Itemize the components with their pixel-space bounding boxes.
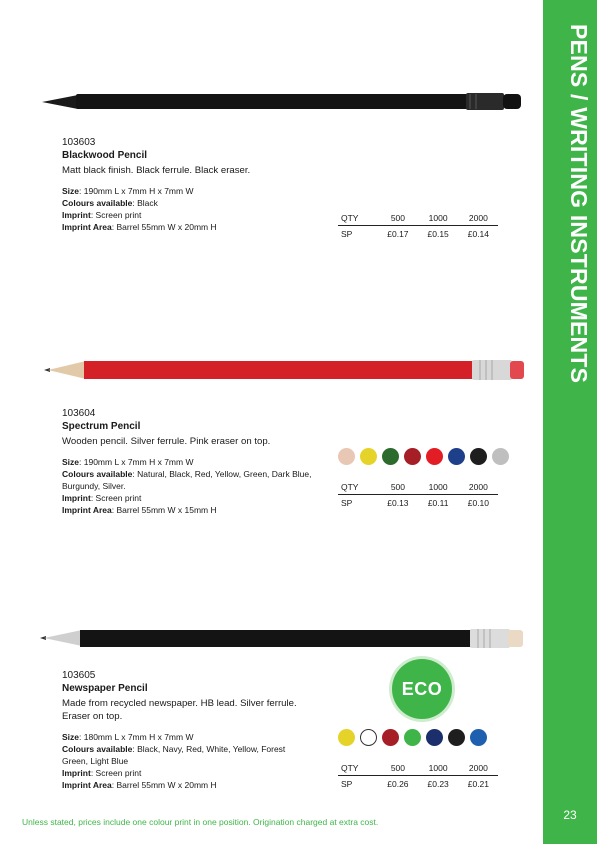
spec-imprint: Imprint: Screen print	[62, 768, 142, 778]
product-103603	[62, 137, 342, 233]
price-table-103603	[338, 210, 498, 241]
product-name: Newspaper Pencil	[62, 683, 148, 694]
price-row: SP £0.26 £0.23 £0.21	[341, 778, 490, 789]
spec-imprint-area: Imprint Area: Barrel 55mm W x 20mm H	[62, 780, 217, 790]
colour-swatch	[426, 729, 443, 746]
price-row: SP £0.13 £0.11 £0.10	[341, 497, 490, 508]
blackwood-pencil-image	[0, 80, 543, 120]
price-table-103605	[338, 760, 498, 791]
colour-swatches-103604	[338, 448, 509, 465]
spec-size: Size: 190mm L x 7mm H x 7mm W	[62, 186, 194, 196]
product-name: Spectrum Pencil	[62, 421, 141, 432]
colour-swatch	[470, 448, 487, 465]
price-table-103604	[338, 479, 498, 510]
product-specs	[62, 731, 342, 791]
colour-swatch	[360, 448, 377, 465]
footer-note: Unless stated, prices include one colour print in one position. Origination charged at extra cost.	[22, 817, 379, 827]
product-description: Wooden pencil. Silver ferrule. Pink eraser on top.	[62, 436, 271, 447]
colour-swatch	[360, 729, 377, 746]
spec-imprint-area: Imprint Area: Barrel 55mm W x 20mm H	[62, 222, 217, 232]
colour-swatch	[426, 448, 443, 465]
product-code: 103604	[62, 408, 96, 419]
product-103605	[62, 670, 342, 791]
newspaper-pencil-image	[0, 624, 543, 654]
product-specs	[62, 185, 342, 233]
colour-swatch	[448, 448, 465, 465]
spec-imprint: Imprint: Screen print	[62, 210, 142, 220]
colour-swatch	[470, 729, 487, 746]
page-number: 23	[563, 808, 577, 822]
price-row: SP £0.17 £0.15 £0.14	[341, 228, 490, 239]
colour-swatches-103605	[338, 729, 487, 746]
colour-swatch	[404, 448, 421, 465]
colour-swatch	[448, 729, 465, 746]
colour-swatch	[382, 729, 399, 746]
price-header-row: QTY 500 1000 2000	[338, 760, 498, 776]
colour-swatch	[382, 448, 399, 465]
spec-size: Size: 180mm L x 7mm H x 7mm W	[62, 732, 194, 742]
spec-size: Size: 190mm L x 7mm H x 7mm W	[62, 457, 194, 467]
price-header-row: QTY 500 1000 2000	[338, 210, 498, 226]
colour-swatch	[404, 729, 421, 746]
product-code: 103603	[62, 137, 96, 148]
eco-badge: ECO	[392, 659, 452, 719]
price-header-row: QTY 500 1000 2000	[338, 479, 498, 495]
product-description: Made from recycled newspaper. HB lead. Silver ferrule. Eraser on top.	[62, 698, 297, 722]
spec-colours: Colours available: Black	[62, 198, 158, 208]
product-code: 103605	[62, 670, 96, 681]
spec-imprint-area: Imprint Area: Barrel 55mm W x 15mm H	[62, 505, 217, 515]
spec-imprint: Imprint: Screen print	[62, 493, 142, 503]
colour-swatch	[492, 448, 509, 465]
product-name: Blackwood Pencil	[62, 150, 148, 161]
product-103604	[62, 408, 342, 516]
colour-swatch	[338, 448, 355, 465]
spectrum-pencil-image	[0, 352, 543, 386]
spec-colours: Colours available: Black, Navy, Red, White, Yellow, Forest Green, Light Blue	[62, 744, 286, 766]
spec-colours: Colours available: Natural, Black, Red, Yellow, Green, Dark Blue, Burgundy, Silver.	[62, 469, 312, 491]
colour-swatch	[338, 729, 355, 746]
product-specs	[62, 456, 342, 516]
product-description: Matt black finish. Black ferrule. Black eraser.	[62, 165, 251, 176]
section-title: PENS / WRITING INSTRUMENTS	[566, 24, 592, 384]
